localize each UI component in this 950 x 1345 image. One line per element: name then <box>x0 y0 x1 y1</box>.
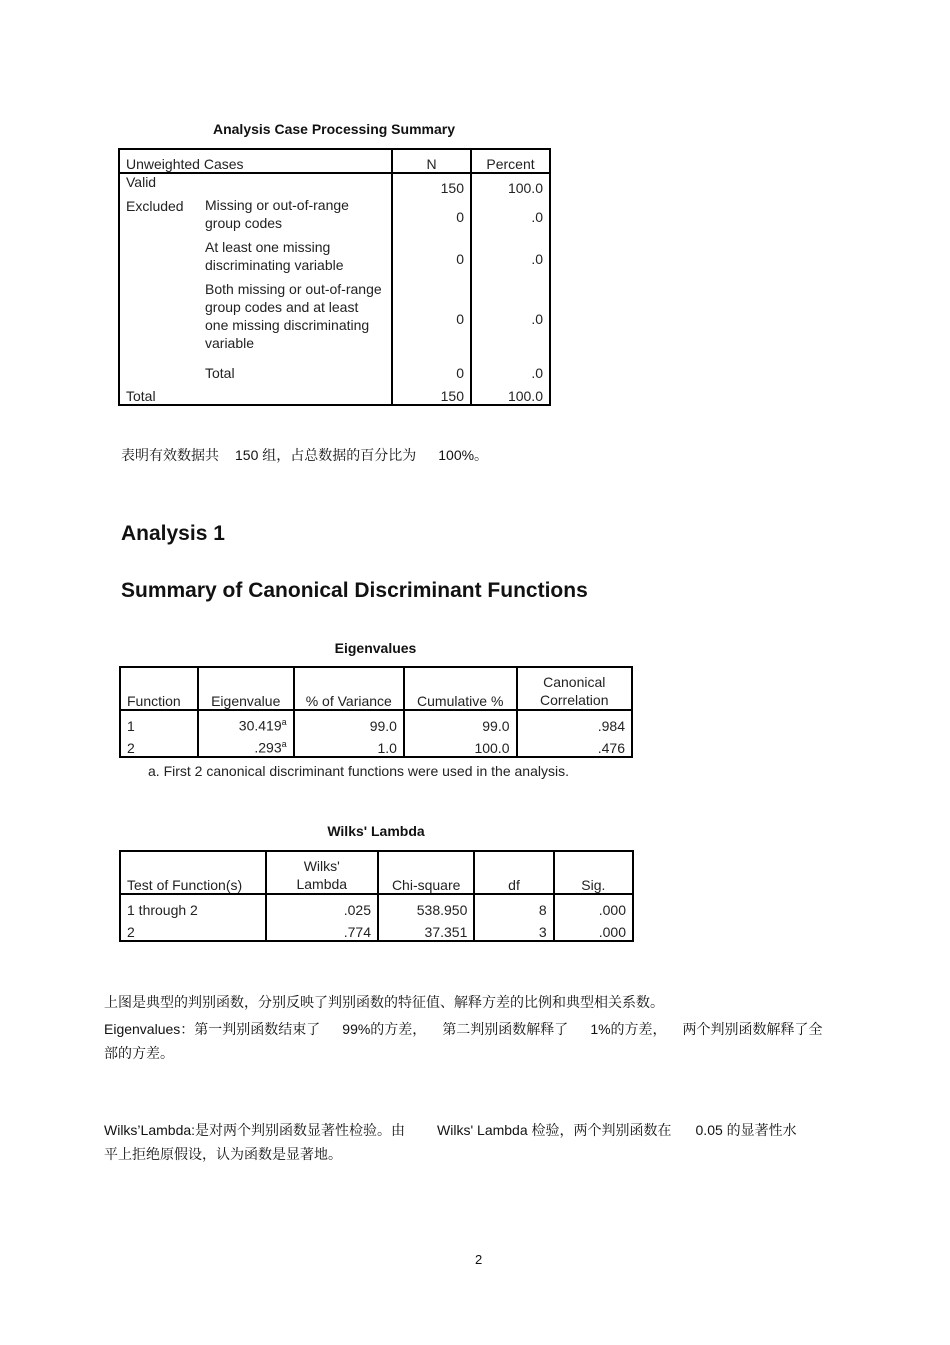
header-test: Test of Function(s) <box>120 851 266 894</box>
row-group: Total <box>126 388 156 404</box>
row-label: At least one missing discriminating variable <box>205 239 344 273</box>
wilks-title: Wilks' Lambda <box>327 823 425 839</box>
para-part: 0.05 的显著性水 <box>695 1122 797 1138</box>
row-percent: 100.0 <box>471 173 550 196</box>
row-label <box>199 381 392 405</box>
note-part: 100%。 <box>438 447 489 463</box>
paragraph-wilks <box>104 1118 864 1166</box>
cell-function: 2 <box>127 740 135 756</box>
footnote-marker: a <box>281 739 287 750</box>
row-label: Both missing or out-of-range group codes and at least one missing discriminating variable <box>205 281 382 351</box>
row-group: Valid <box>126 174 157 190</box>
header-cases: Unweighted Cases <box>119 149 392 173</box>
row-n: 150 <box>392 173 471 196</box>
footnote-marker: a <box>281 717 287 728</box>
table-header-row <box>119 149 550 173</box>
para-part: 第二判别函数解释了 <box>442 1021 569 1037</box>
page-number: 2 <box>475 1252 483 1267</box>
eigenvalues-table <box>119 666 633 758</box>
cell-sig: .000 <box>554 918 633 941</box>
row-group <box>119 238 199 280</box>
table-row <box>120 894 633 918</box>
header-wilks-lambda: Wilks' Lambda <box>266 851 378 894</box>
cell-variance: 1.0 <box>294 734 404 757</box>
case-summary-table <box>118 148 551 406</box>
cell-df: 3 <box>474 918 553 941</box>
paragraph-summary: 上图是典型的判别函数，分别反映了判别函数的特征值、解释方差的比例和典型相关系数。 <box>104 994 664 1010</box>
row-percent: .0 <box>471 238 550 280</box>
heading-analysis: Analysis 1 <box>121 522 225 545</box>
table-row <box>119 196 550 238</box>
header-chi-square: Chi-square <box>378 851 474 894</box>
paragraph-eigenvalues <box>104 1017 864 1065</box>
header-variance: % of Variance <box>294 667 404 710</box>
cell-sig: .000 <box>554 894 633 918</box>
header-eigenvalue: Eigenvalue <box>198 667 294 710</box>
row-n: 150 <box>392 381 471 405</box>
note-valid-data <box>121 443 881 467</box>
header-canonical-correlation: Canonical Correlation <box>517 667 633 710</box>
table-row <box>119 173 550 196</box>
eigen-value: 30.419 <box>238 718 282 734</box>
eigen-footnote: a. First 2 canonical discriminant functions were used in the analysis. <box>148 763 569 779</box>
row-percent: 100.0 <box>471 381 550 405</box>
para-part: Wilks' Lambda 检验，两个判别函数在 <box>437 1122 672 1138</box>
para-part: 99%的方差， <box>342 1021 427 1037</box>
cell-correlation: .984 <box>517 710 633 734</box>
header-function: Function <box>120 667 198 710</box>
cell-df: 8 <box>474 894 553 918</box>
table-header-row <box>120 667 632 710</box>
para-part: 部的方差。 <box>104 1045 174 1061</box>
heading-summary: Summary of Canonical Discriminant Functions <box>121 579 588 602</box>
header-sig: Sig. <box>554 851 633 894</box>
cell-cumulative: 100.0 <box>404 734 517 757</box>
cell-test: 1 through 2 <box>127 902 198 918</box>
cell-chi-square: 538.950 <box>378 894 474 918</box>
table-row <box>119 381 550 405</box>
row-label: Missing or out-of-range group codes <box>205 197 349 231</box>
para-part: 1%的方差， <box>590 1021 667 1037</box>
header-df: df <box>474 851 553 894</box>
cell-variance: 99.0 <box>294 710 404 734</box>
eigen-title: Eigenvalues <box>334 640 417 656</box>
note-part: 表明有效数据共 <box>121 447 219 463</box>
row-group <box>119 358 199 381</box>
eigen-value: .293 <box>254 740 282 756</box>
wilks-lambda-table <box>119 850 634 942</box>
table-row <box>120 710 632 734</box>
cell-lambda: .774 <box>266 918 378 941</box>
table-header-row <box>120 851 633 894</box>
note-part: 150 组，占总数据的百分比为 <box>235 447 417 463</box>
table-row <box>120 918 633 941</box>
header-percent: Percent <box>471 149 550 173</box>
para-part: Wilks’Lambda:是对两个判别函数显著性检验。由 <box>104 1122 406 1138</box>
para-part: Eigenvalues：第一判别函数结束了 <box>104 1021 321 1037</box>
cell-correlation: .476 <box>517 734 633 757</box>
row-label: Total <box>205 365 235 381</box>
cell-eigenvalue <box>198 734 294 757</box>
row-n: 0 <box>392 238 471 280</box>
cell-lambda: .025 <box>266 894 378 918</box>
case-summary-title: Analysis Case Processing Summary <box>212 121 455 137</box>
row-percent: .0 <box>471 196 550 238</box>
row-percent: .0 <box>471 358 550 381</box>
cell-test: 2 <box>127 924 135 940</box>
cell-function: 1 <box>127 718 135 734</box>
row-group <box>119 280 199 358</box>
row-group: Excluded <box>126 198 184 214</box>
header-n: N <box>392 149 471 173</box>
table-row <box>119 238 550 280</box>
table-row <box>120 734 632 757</box>
cell-eigenvalue <box>198 710 294 734</box>
table-row <box>119 358 550 381</box>
row-n: 0 <box>392 196 471 238</box>
para-part: 平上拒绝原假设，认为函数是显著地。 <box>104 1146 342 1162</box>
table-row <box>119 280 550 358</box>
row-n: 0 <box>392 280 471 358</box>
para-part: 两个判别函数解释了全 <box>682 1021 823 1037</box>
header-cumulative: Cumulative % <box>404 667 517 710</box>
cell-cumulative: 99.0 <box>404 710 517 734</box>
row-n: 0 <box>392 358 471 381</box>
row-label <box>199 173 392 196</box>
cell-chi-square: 37.351 <box>378 918 474 941</box>
row-percent: .0 <box>471 280 550 358</box>
